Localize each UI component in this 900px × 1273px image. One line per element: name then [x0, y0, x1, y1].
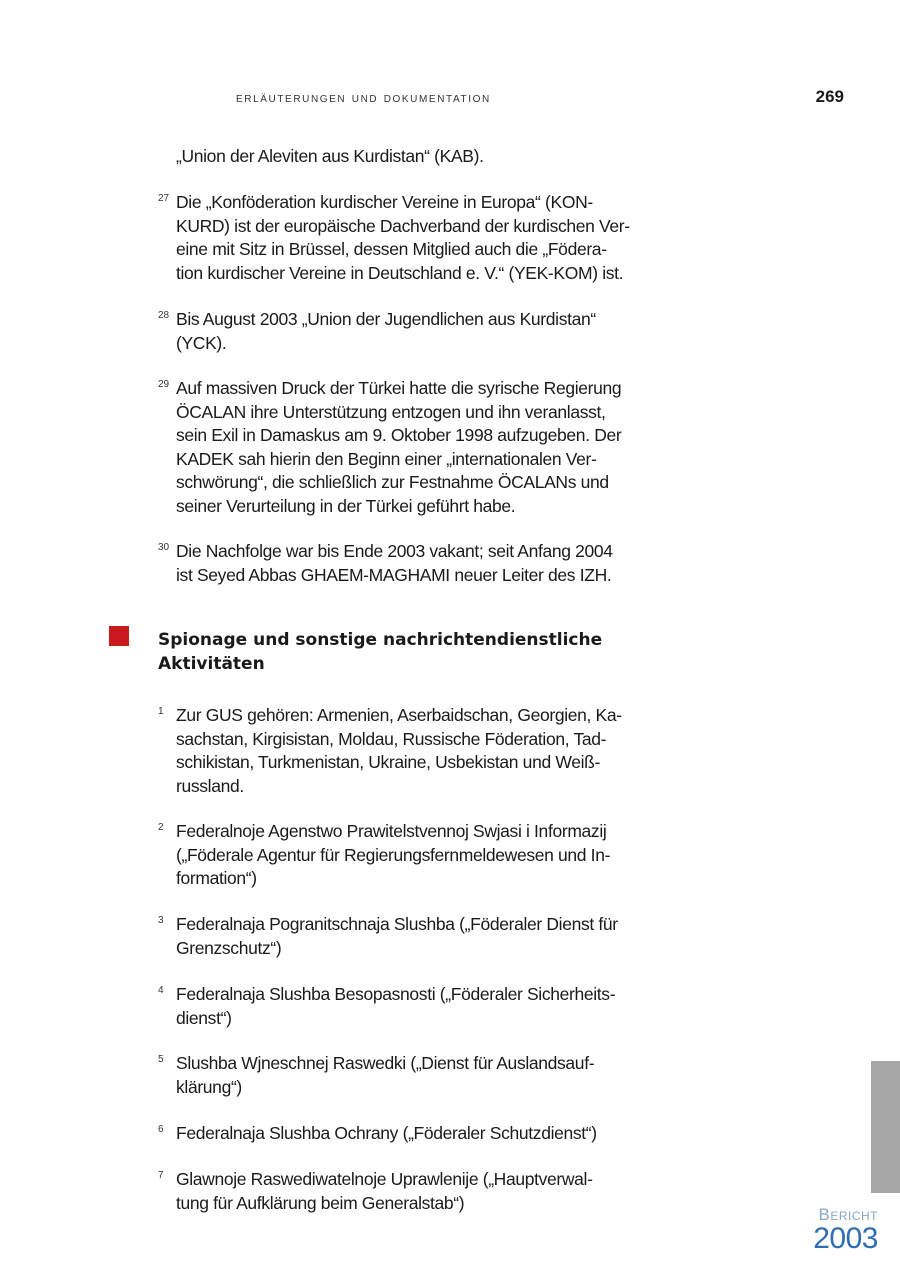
bericht-logo — [813, 1206, 878, 1254]
footnote-number: 30 — [158, 542, 170, 553]
footnote-text: Slushba Wjneschnej Raswedki („Dienst für Auslandsauf- klärung“) — [176, 1053, 595, 1097]
side-tab — [871, 1061, 900, 1193]
logo-year: 2003 — [813, 1222, 878, 1255]
footnote-number: 5 — [158, 1054, 164, 1065]
section-marker — [109, 626, 129, 646]
footnote-text: Die Nachfolge war bis Ende 2003 vakant; seit Anfang 2004 ist Seyed Abbas GHAEM-MAGHAMI neuer Leiter des IZH. — [176, 541, 613, 585]
footnote-text: Federalnaja Slushba Ochrany („Föderaler Schutzdienst“) — [176, 1123, 597, 1143]
footnote-number: 7 — [158, 1170, 164, 1181]
footnote-text: Federalnaja Slushba Besopasnosti („Föderaler Sicherheits- dienst“) — [176, 984, 616, 1028]
footnote-text: Bis August 2003 „Union der Jugendlichen aus Kurdistan“ (YCK). — [176, 309, 596, 353]
running-head: erläuterungen und dokumentation — [236, 89, 491, 105]
footnote-text: Zur GUS gehören: Armenien, Aserbaidschan, Georgien, Ka- sachstan, Kirgisistan, Moldau, Russische Föderation, Tad- schikistan, Turkmenistan, Ukraine, Usbekistan und Weiß- russland. — [176, 705, 622, 796]
footnote-text: Federalnoje Agenstwo Prawitelstvennoj Swjasi i Informazij („Föderale Agentur für Regierungsfernmeldewesen und In- formation“) — [176, 821, 611, 888]
page-number: 269 — [815, 87, 844, 106]
footnote-text: Auf massiven Druck der Türkei hatte die syrische Regierung ÖCALAN ihre Unterstützung entzogen und ihn veranlasst, sein Exil in Damaskus am 9. Oktober 1998 aufzugeben. Der KADEK sah hierin den Beginn einer „internationalen Ver- schwörung“, die schließlich zur Festnahme ÖCALANs und seiner Verurteilung in der Türkei geführt habe. — [176, 378, 622, 516]
footnote-number: 1 — [158, 706, 164, 717]
footnote-number: 3 — [158, 915, 164, 926]
footnote-number: 6 — [158, 1124, 164, 1135]
footnote-text: Federalnaja Pogranitschnaja Slushba („Föderaler Dienst für Grenzschutz“) — [176, 914, 618, 958]
continued-text: „Union der Aleviten aus Kurdistan“ (KAB). — [176, 146, 484, 166]
footnote-number: 29 — [158, 379, 170, 390]
footnote-number: 2 — [158, 822, 164, 833]
footnote-text: Glawnoje Raswediwatelnoje Uprawlenije („Hauptverwal- tung für Aufklärung beim Generalstab“) — [176, 1169, 593, 1213]
footnote-number: 28 — [158, 310, 170, 321]
section-heading: Spionage und sonstige nachrichtendienstliche Aktivitäten — [158, 630, 603, 674]
footnote-text: Die „Konföderation kurdischer Vereine in Europa“ (KON- KURD) ist der europäische Dachverband der kurdischen Ver- eine mit Sitz in Brüssel, dessen Mitglied auch die „Födera- tion kurdischer Vereine in Deutschland e. V.“ (YEK-KOM) ist. — [176, 192, 630, 283]
footnote-number: 27 — [158, 193, 170, 204]
footnote-number: 4 — [158, 985, 164, 996]
logo-word: Bericht — [818, 1205, 878, 1224]
